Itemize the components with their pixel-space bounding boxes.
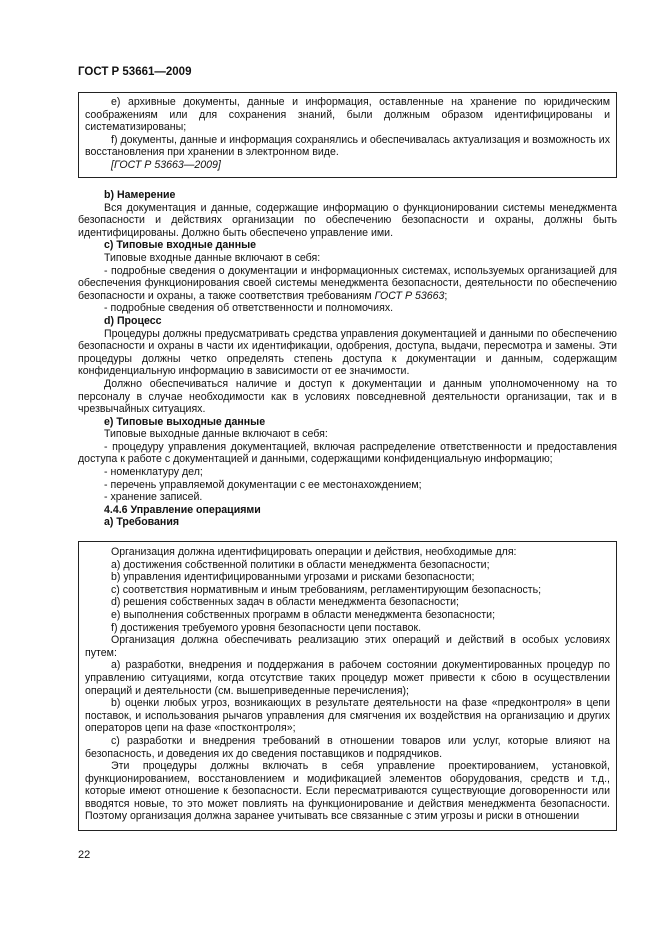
inputs-item-1: - подробные сведения о документации и информационных системах, используемых организацией для обеспечения функционирования своей системы менеджмента безопасности, деятельности по обеспечению безопасности и охраны, а также соответствия требованиям ГОСТ Р 53663; (78, 264, 617, 302)
outputs-item: - перечень управляемой документации с ее местонахождением; (104, 478, 422, 491)
outputs-intro: Типовые выходные данные включают в себя: (104, 428, 328, 441)
heading-c-inputs: c) Типовые входные данные (104, 239, 257, 252)
process-paragraph-2: Должно обеспечиваться наличие и доступ к документации и данным уполномоченному на то персоналу в случае необходимости как в условиях повседневной деятельности организации, так и в чрезвычайных ситуациях. (78, 377, 617, 416)
quoted-requirements-box-2 (78, 541, 617, 831)
outputs-item: - процедуру управления документацией, включая распределение ответственности и предоставления доступа к работе с документацией и данными, содержащими конфиденциальную информацию; (78, 440, 617, 466)
box2-sub-b: b) оценки любых угроз, возникающих в результате деятельности на фазе «предконтроля» в цепи поставок, и использования рычагов управления для смягчения их воздействия на организацию и других операторов цепи на фазе «постконтроля»; (85, 697, 610, 735)
box2-list-item: c) соответствия нормативным и иным требованиям, регламентирующим безопасность; (111, 583, 542, 596)
box1-item-e: e) архивные документы, данные и информация, оставленные на хранение по юридическим соображениям или для сохранения знаний, были должным образом идентифицированы и систематизированы; (85, 96, 610, 134)
box1-reference: [ГОСТ Р 53663—2009] (111, 158, 221, 171)
heading-d-process: d) Процесс (104, 314, 162, 327)
outputs-item: - номенклатуру дел; (104, 466, 203, 479)
box2-paragraph-2: Организация должна обеспечивать реализацию этих операций и действий в особых условиях путем: (85, 634, 610, 659)
page-number: 22 (78, 849, 91, 861)
box2-paragraph-3: Эти процедуры должны включать в себя управление проектированием, установкой, функционированием, восстановлением и модификацией элементов оборудования, средств и т.д., которые имеют отношение к безопасности. Если пересматриваются существующие договоренности или вводятся новые, то это может повлиять на функционирование и действия менеджмента безопасности. Поэтому организация должна заранее учитывать все связанные с этим угрозы и риски в отношении (85, 760, 610, 823)
box2-list-item: f) достижения требуемого уровня безопасности цепи поставок. (111, 621, 422, 634)
inputs-item-1-reference: ГОСТ Р 53663 (374, 289, 445, 302)
box2-list-item: b) управления идентифицированными угрозами и рисками безопасности; (111, 571, 475, 584)
main-body (78, 189, 617, 529)
box2-intro: Организация должна идентифицировать операции и действия, необходимые для: (111, 546, 517, 558)
box2-sub-c: c) разработки и внедрения требований в отношении товаров или услуг, которые влияют на безопасность, и доведения их до сведения поставщиков и подрядчиков. (85, 734, 610, 760)
process-paragraph-1: Процедуры должны предусматривать средства управления документацией и данными по обеспечению безопасности и охраны в части их идентификации, одобрения, доступа, выдачи, пересмотра и замены. Эти процедуры должны четко определять степень доступа к документации и данным, содержащим конфиденциальную информацию в зависимости от ее значимости. (78, 327, 617, 378)
heading-a-requirements: a) Требования (104, 516, 180, 529)
box2-list-item: a) достижения собственной политики в области менеджмента безопасности; (111, 558, 490, 571)
inputs-item-2: - подробные сведения об ответственности и полномочиях. (104, 302, 394, 315)
quoted-requirements-box-1 (78, 92, 617, 178)
box2-sub-a: a) разработки, внедрения и поддержания в рабочем состоянии документированных процедур по управлению ситуациями, когда отсутствие таких процедур может привести к сбою в осуществлении операций и деятельности (см. вышеприведенные перечисления); (85, 659, 610, 697)
box1-item-f: f) документы, данные и информация сохранялись и обеспечивалась актуализация и возможность их восстановления при хранении в электронном виде. (85, 133, 610, 159)
heading-446-operations: 4.4.6 Управление операциями (104, 503, 261, 516)
box2-list-item: d) решения собственных задач в области менеджмента безопасности; (111, 596, 459, 609)
outputs-item: - хранение записей. (104, 491, 203, 504)
heading-e-outputs: e) Типовые выходные данные (104, 415, 266, 428)
intent-text: Вся документация и данные, содержащие информацию о функционировании системы менеджмента безопасности и действиях организации по обеспечению безопасности и охраны, должны быть идентифицированы. Должно быть обеспечено управление ими. (78, 201, 617, 239)
box2-list-item: e) выполнения собственных программ в области менеджмента безопасности; (111, 608, 496, 621)
inputs-intro: Типовые входные данные включают в себя: (104, 251, 321, 264)
heading-b-intent: b) Намерение (104, 189, 176, 201)
document-header: ГОСТ Р 53661—2009 (78, 66, 192, 78)
